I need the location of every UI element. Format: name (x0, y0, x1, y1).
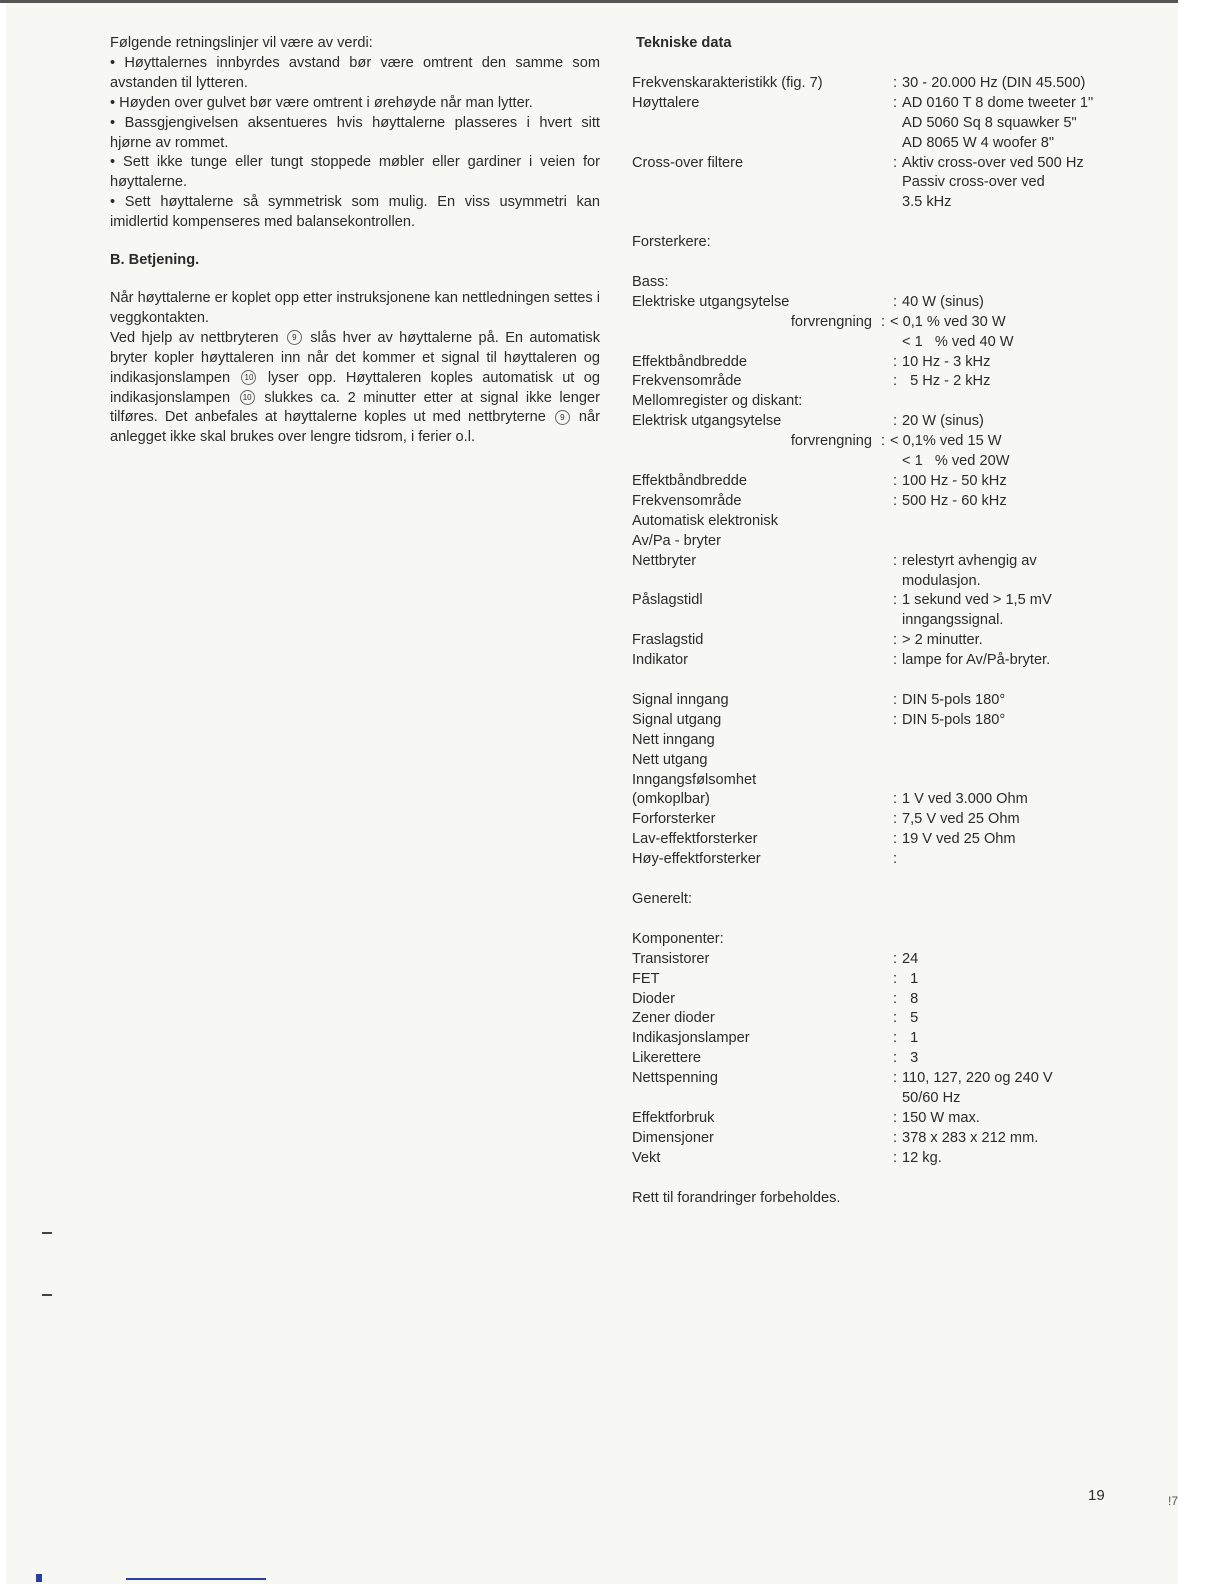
scan-right-margin (1178, 0, 1224, 1584)
bullet-item: • Høyttalernes innbyrdes avstand bør være omtrent den samme som avstanden til lytteren. (110, 54, 600, 91)
spec-row (624, 790, 1164, 810)
spec-separator: : (892, 1050, 898, 1067)
spec-value: < 0,1% ved 15 W (890, 433, 1002, 450)
spec-label (624, 114, 888, 134)
spec-row (624, 1149, 1164, 1169)
spec-label: Påslagstidl (632, 592, 703, 609)
spec-separator (888, 771, 902, 791)
spec-row (624, 771, 1164, 791)
spec-label: Frekvensområde (632, 492, 742, 509)
spec-value: 5 Hz - 2 kHz (902, 373, 991, 390)
spec-label: forvrengning (790, 433, 872, 450)
spec-value: 7,5 V ved 25 Ohm (902, 811, 1020, 828)
paragraph: Når høyttalerne er koplet opp etter instruksjonene kan nettledningen settes i veggkontakten. (110, 289, 600, 326)
spec-label: Forforsterker (632, 811, 716, 828)
spec-label: Cross-over filtere (632, 154, 744, 171)
spec-separator: : (892, 353, 898, 370)
spec-value: relestyrt avhengig av (902, 552, 1037, 569)
spec-separator: : (892, 1109, 898, 1126)
spec-value: 30 - 20.000 Hz (DIN 45.500) (902, 74, 1086, 91)
spec-row (624, 293, 1164, 313)
scan-top-edge (0, 0, 1180, 3)
spec-row (624, 94, 1164, 114)
spec-row (624, 114, 1164, 134)
spec-value: 19 V ved 25 Ohm (902, 831, 1016, 848)
spec-row (624, 990, 1164, 1010)
spec-label (624, 134, 888, 154)
spec-value: 1 (902, 970, 919, 987)
spec-row (624, 1069, 1164, 1089)
spec-value: 500 Hz - 60 kHz (902, 492, 1007, 509)
spec-label: Effektbåndbredde (632, 473, 747, 489)
bullet-item: • Sett høyttalerne så symmetrisk som mulig. En viss usymmetri kan imidlertid kompenseres med balansekontrollen. (110, 194, 600, 231)
paragraph-text: Ved hjelp av nettbryteren (110, 329, 279, 346)
spec-row (624, 412, 1164, 432)
spec-label: FET (632, 970, 660, 987)
spec-separator: : (892, 811, 898, 828)
spec-label: Nett utgang (632, 751, 708, 768)
spec-separator (888, 1089, 902, 1109)
right-column (624, 34, 1164, 1208)
spec-value: 110, 127, 220 og 240 V (902, 1070, 1053, 1087)
spec-row (624, 74, 1164, 94)
spec-separator: : (892, 691, 898, 708)
spec-value: inngangssignal. (902, 612, 1004, 629)
spec-label (624, 333, 888, 353)
spec-label: Inngangsfølsomhet (632, 771, 757, 788)
spec-separator (888, 731, 902, 751)
spec-row (624, 1109, 1164, 1129)
spec-label: Høyttalere (632, 94, 700, 111)
spec-row (624, 472, 1164, 492)
spec-value: 1 V ved 3.000 Ohm (902, 791, 1028, 808)
spec-label: Zener dioder (632, 1010, 715, 1027)
spec-row (624, 1009, 1164, 1029)
spec-row (624, 532, 1164, 552)
spec-separator: : (892, 94, 898, 111)
paragraph-text: slås hver av høyttalerne på. En automatisk bryter kopler høyttaleren inn når det kommer et signal til høyttaleren og indikasjonslampen (110, 329, 601, 386)
spec-value (902, 731, 1164, 751)
spec-row (624, 154, 1164, 174)
spec-value: 24 (902, 950, 919, 967)
bullet-item: • Høyden over gulvet bør være omtrent i ørehøyde når man lytter. (110, 94, 533, 111)
spec-row (624, 552, 1164, 572)
spec-row (624, 970, 1164, 990)
spec-label: Lav-effektforsterker (632, 831, 758, 848)
spec-label (624, 611, 888, 631)
spec-separator: : (892, 492, 898, 509)
spec-value: 1 (902, 1030, 919, 1047)
page-number: 19 (1088, 1487, 1105, 1504)
spec-label: Signal inngang (632, 691, 729, 708)
spec-row (624, 950, 1164, 970)
spec-section-label: Bass: (632, 273, 669, 290)
spec-value: AD 5060 Sq 8 squawker 5" (902, 114, 1077, 131)
paragraph (110, 329, 600, 448)
spec-label: Mellomregister og diskant: (632, 393, 803, 410)
spec-value: > 2 minutter. (902, 632, 983, 649)
spec-value (902, 771, 1164, 791)
spec-value: AD 8065 W 4 woofer 8" (902, 134, 1055, 151)
spec-separator (888, 333, 902, 353)
spec-separator: : (892, 1149, 898, 1166)
spec-label: Likerettere (632, 1050, 701, 1067)
spec-separator (888, 392, 902, 412)
spec-label: Frekvenskarakteristikk (fig. 7) (632, 74, 823, 91)
spec-group-components (624, 950, 1164, 1169)
spec-row (624, 173, 1164, 193)
spec-label: Indikator (632, 652, 688, 669)
spec-label (624, 1089, 888, 1109)
scan-left-margin (0, 0, 6, 1584)
spec-separator: : (892, 154, 898, 171)
spec-group-amplifiers (624, 293, 1164, 671)
spec-separator: : (892, 413, 898, 430)
spec-separator: : (892, 473, 898, 489)
spec-value: 150 W max. (902, 1109, 980, 1126)
spec-label: Elektrisk utgangsytelse (632, 413, 782, 430)
paragraph-text: lyser opp. Høyttaleren koples automatisk ut og indikasjonslampen (110, 369, 600, 406)
edge-mark: !7 (1168, 1494, 1179, 1508)
spec-row (624, 591, 1164, 611)
spec-separator (888, 173, 902, 193)
binding-mark (42, 1294, 52, 1296)
spec-value: 5 (902, 1010, 919, 1027)
binding-mark (42, 1232, 52, 1234)
spec-separator: : (892, 851, 898, 868)
spec-separator: : (892, 1129, 898, 1146)
spec-label: Automatisk elektronisk (632, 512, 778, 529)
spec-label: Frekvensområde (632, 373, 742, 390)
scan-artifact (36, 1574, 42, 1582)
reference-number-9: 9 (555, 410, 570, 425)
bullet-item: • Sett ikke tunge eller tungt stoppede møbler eller gardiner i veien for høyttalerne. (110, 154, 600, 191)
bullet-item: • Bassgjengivelsen aksentueres hvis høyttalerne plasseres i hvert sitt hjørne av rommet. (110, 114, 600, 151)
spec-row (624, 392, 1164, 412)
spec-value: 40 W (sinus) (902, 293, 984, 310)
spec-label: Fraslagstid (632, 632, 704, 649)
reference-number-9: 9 (287, 330, 302, 345)
spec-row (624, 731, 1164, 751)
spec-value: 378 x 283 x 212 mm. (902, 1129, 1039, 1146)
footer-note: Rett til forandringer forbeholdes. (632, 1189, 841, 1206)
spec-label: Nett inngang (632, 731, 715, 748)
spec-value: lampe for Av/På-bryter. (902, 652, 1051, 669)
spec-separator: : (892, 791, 898, 808)
spec-row (624, 353, 1164, 373)
spec-row (624, 691, 1164, 711)
spec-separator: : (892, 990, 898, 1007)
spec-value: 50/60 Hz (902, 1090, 961, 1107)
spec-separator (888, 572, 902, 592)
spec-value: Passiv cross-over ved (902, 174, 1045, 191)
spec-value (902, 532, 1164, 552)
spec-separator (888, 512, 902, 532)
spec-section-label: Forsterkere: (632, 234, 711, 251)
spec-row (624, 134, 1164, 154)
spec-row (624, 631, 1164, 651)
spec-value: < 1 % ved 40 W (902, 333, 1014, 350)
spec-row (624, 333, 1164, 353)
paragraph-text: slukkes ca. 2 minutter etter at signal ikke lenger tilføres. Det anbefales at høyttalerne koples ut med nettbryterne (110, 389, 600, 426)
spec-separator: : (892, 652, 898, 669)
spec-row (624, 711, 1164, 731)
spec-separator (888, 193, 902, 213)
spec-label: Høy-effektforsterker (632, 851, 761, 868)
spec-value (902, 392, 1164, 412)
spec-value: 3 (902, 1050, 919, 1067)
spec-separator (888, 452, 902, 472)
spec-separator: : (892, 592, 898, 609)
spec-value: DIN 5-pols 180° (902, 691, 1006, 708)
spec-row (624, 452, 1164, 472)
spec-value: < 1 % ved 20W (902, 453, 1010, 470)
spec-row (624, 850, 1164, 870)
spec-value: < 0,1 % ved 30 W (890, 313, 1006, 330)
spec-label (624, 193, 888, 213)
spec-label: forvrengning (790, 313, 872, 330)
spec-row (624, 751, 1164, 771)
spec-value (902, 512, 1164, 532)
spec-separator (888, 114, 902, 134)
section-heading: B. Betjening. (110, 252, 200, 269)
spec-value: Aktiv cross-over ved 500 Hz (902, 154, 1084, 171)
scan-artifact-line (126, 1578, 266, 1580)
spec-label: Nettbryter (632, 552, 697, 569)
spec-value: AD 0160 T 8 dome tweeter 1" (902, 94, 1094, 111)
spec-value: 12 kg. (902, 1149, 942, 1166)
spec-row (624, 1089, 1164, 1109)
paragraph-text: når anlegget ikke skal brukes over lengre tidsrom, i ferier o.l. (110, 409, 600, 446)
spec-value: 100 Hz - 50 kHz (902, 473, 1007, 489)
spec-label: Elektriske utgangsytelse (632, 293, 790, 310)
spec-section-label: Generelt: (632, 891, 693, 907)
spec-row (624, 193, 1164, 213)
spec-row (624, 1029, 1164, 1049)
spec-separator: : (892, 1010, 898, 1027)
left-column (110, 34, 600, 448)
spec-separator: : (892, 552, 898, 569)
spec-row (624, 492, 1164, 512)
spec-separator: : (892, 970, 898, 987)
spec-label: Transistorer (632, 950, 710, 967)
spec-separator: : (892, 950, 898, 967)
spec-value: 20 W (sinus) (902, 413, 984, 430)
spec-row (624, 1129, 1164, 1149)
spec-row (624, 372, 1164, 392)
spec-separator (888, 611, 902, 631)
spec-value: modulasjon. (902, 572, 981, 589)
spec-label (624, 173, 888, 193)
spec-title: Tekniske data (636, 35, 732, 51)
spec-label: (omkoplbar) (632, 791, 710, 808)
spec-separator: : (892, 74, 898, 91)
spec-value: 10 Hz - 3 kHz (902, 353, 991, 370)
spec-row (624, 572, 1164, 592)
spec-separator (888, 134, 902, 154)
spec-value: DIN 5-pols 180° (902, 711, 1006, 728)
spec-row (624, 313, 1164, 333)
spec-label: Nettspenning (632, 1070, 719, 1087)
spec-separator: : (892, 711, 898, 728)
spec-row (624, 651, 1164, 671)
spec-separator: : (892, 1070, 898, 1087)
spec-label: Effektbåndbredde (632, 353, 747, 370)
spec-label: Av/Pa - bryter (632, 532, 721, 549)
spec-label: Dimensjoner (632, 1129, 714, 1146)
spec-label (624, 572, 888, 592)
spec-separator: : (892, 293, 898, 310)
spec-separator: : (892, 831, 898, 848)
spec-value: 8 (902, 990, 919, 1007)
spec-value (902, 850, 1164, 870)
spec-separator: : (892, 373, 898, 390)
spec-separator: : (880, 313, 886, 330)
spec-row (624, 830, 1164, 850)
reference-number-10: 10 (240, 390, 255, 405)
spec-label: Signal utgang (632, 711, 722, 728)
spec-row (624, 1049, 1164, 1069)
spec-label: Vekt (632, 1149, 661, 1166)
spec-value (902, 751, 1164, 771)
spec-label: Dioder (632, 990, 675, 1007)
spec-separator (888, 751, 902, 771)
spec-label: Indikasjonslamper (632, 1030, 750, 1047)
spec-row (624, 810, 1164, 830)
spec-label (624, 452, 888, 472)
intro-text: Følgende retningslinjer vil være av verdi: (110, 35, 373, 51)
spec-label: Effektforbruk (632, 1109, 715, 1126)
spec-section-label: Komponenter: (632, 930, 724, 947)
spec-separator (888, 532, 902, 552)
reference-number-10: 10 (241, 370, 256, 385)
spec-group-general (624, 74, 1164, 213)
spec-separator: : (892, 1030, 898, 1047)
spec-separator: : (880, 433, 886, 450)
spec-separator: : (892, 632, 898, 649)
spec-value: 1 sekund ved > 1,5 mV (902, 592, 1052, 609)
spec-row (624, 432, 1164, 452)
spec-row (624, 512, 1164, 532)
spec-row (624, 611, 1164, 631)
spec-value: 3.5 kHz (902, 194, 952, 211)
spec-group-connections (624, 691, 1164, 870)
